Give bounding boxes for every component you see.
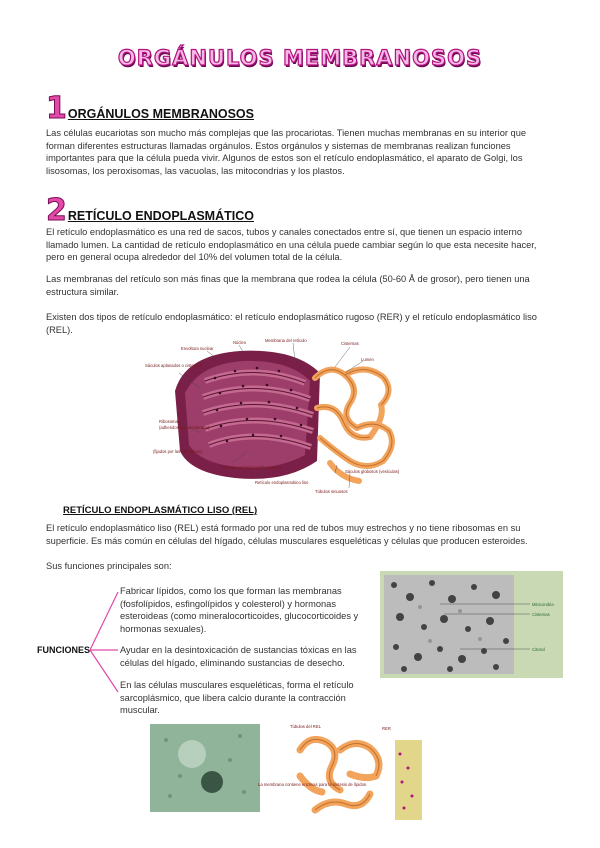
section-number: 2 [46,193,67,228]
label-mitocondria: Mitocondria [532,602,554,607]
label-rel: Retículo endoplasmático liso [255,480,309,485]
label-rer: RER [382,726,391,731]
section-heading: RETÍCULO ENDOPLASMÁTICO [67,209,254,223]
label-nucleo: Núcleo [233,340,247,345]
label-envoltura: Envoltura nuclear [181,346,214,351]
label-fijados: (fijados por las riboforinas) [153,449,203,454]
label-tubulos: Túbulos sinuosos [315,489,348,494]
section-1-paragraph: Las células eucariotas son mucho más complejas que las procariotas. Tienen muchas membranas en su interior que forman diferentes estructuras llamadas orgánulos. Estos orgánulos y sistemas de membranas realizan funciones importantes para que la célula pueda vivir. Algunos de estos son el retículo endoplasmático, el aparato de Golgi, los lisosomas, los peroxisomas, las vacuolas, las mitocondrias y los plastos. [46,128,527,176]
label-membrana: La membrana contiene enzimas para la síntesis de lípidos. [258,782,368,787]
functions-bracket [88,588,122,698]
function-item: Ayudar en la desintoxicación de sustancias tóxicas en las células del hígado, eliminando sustancias de desecho. [120,645,357,668]
section-2-paragraph-3: Existen dos tipos de retículo endoplasmático: el retículo endoplasmático rugoso (RER) y el retículo endoplasmático liso (REL). [46,312,537,335]
label-ribosomas: Ribosomas [159,419,180,424]
section-heading: ORGÁNULOS MEMBRANOSOS [67,107,254,121]
funciones-label: FUNCIONES [37,645,91,655]
function-item: Fabricar lípidos, como los que forman las membranas (fosfolípidos, esfingolípidos y colesterol) y hormonas esteroideas (como mineralocorticoides, glucocorticoides y hormonas sexuales). [120,586,359,634]
function-item: En las células musculares esqueléticas, forma el retículo sarcoplásmico, que libera calcio durante la contracción muscular. [120,680,354,716]
section-2-paragraph-2: Las membranas del retículo son más finas que la membrana que rodea la célula (50-60 Å de grosor), pero tienen una estructura similar. [46,274,530,297]
rel-paragraph: El retículo endoplasmático liso (REL) está formado por una red de tubos muy estrechos y no tiene ribosomas en su superficie. Es más común en células del hígado, células musculares esqueléticas y células que producen esteroides. [46,523,528,546]
label-citosol: Citosol [532,647,545,652]
label-lumen: Lumen [361,357,374,362]
section-2-paragraph-1: El retículo endoplasmático es una red de sacos, tubos y canales conectados entre sí, que tienen un espacio interno llamado lumen. La cantidad de retículo endoplasmático en una célula puede cambiar según lo que esta necesite hacer, pero en general ocupa alrededor del 10% del volumen total de la célula. [46,227,537,263]
label-cisternas: Cisternas [341,341,359,346]
rel-tubules-diagram [150,720,422,820]
label-membrana: Membrana del retículo [265,338,307,343]
er-diagram [145,333,415,498]
page-title: ORGÁNULOS MEMBRANOSOS [117,46,483,70]
label-cisternas: Cisternas [532,612,550,617]
section-number: 1 [46,91,67,126]
label-sacos: Sáculos aplanados o cisternas [145,363,202,368]
section-1-header [46,91,254,126]
rel-micrograph [380,571,563,678]
rel-heading: RETÍCULO ENDOPLASMÁTICO LISO (REL) [63,505,258,516]
section-2-header [46,193,254,228]
label-vesiculas: Sáculos globosos (vesículas) [345,469,400,474]
label-ribosomas-sub: (adheridos a la membrana) [159,425,210,430]
rel-intro: Sus funciones principales son: [46,561,172,571]
label-rer: Retículo endoplasmático rugoso [221,465,281,470]
label-tubulos: Túbulos del REL [290,724,321,729]
